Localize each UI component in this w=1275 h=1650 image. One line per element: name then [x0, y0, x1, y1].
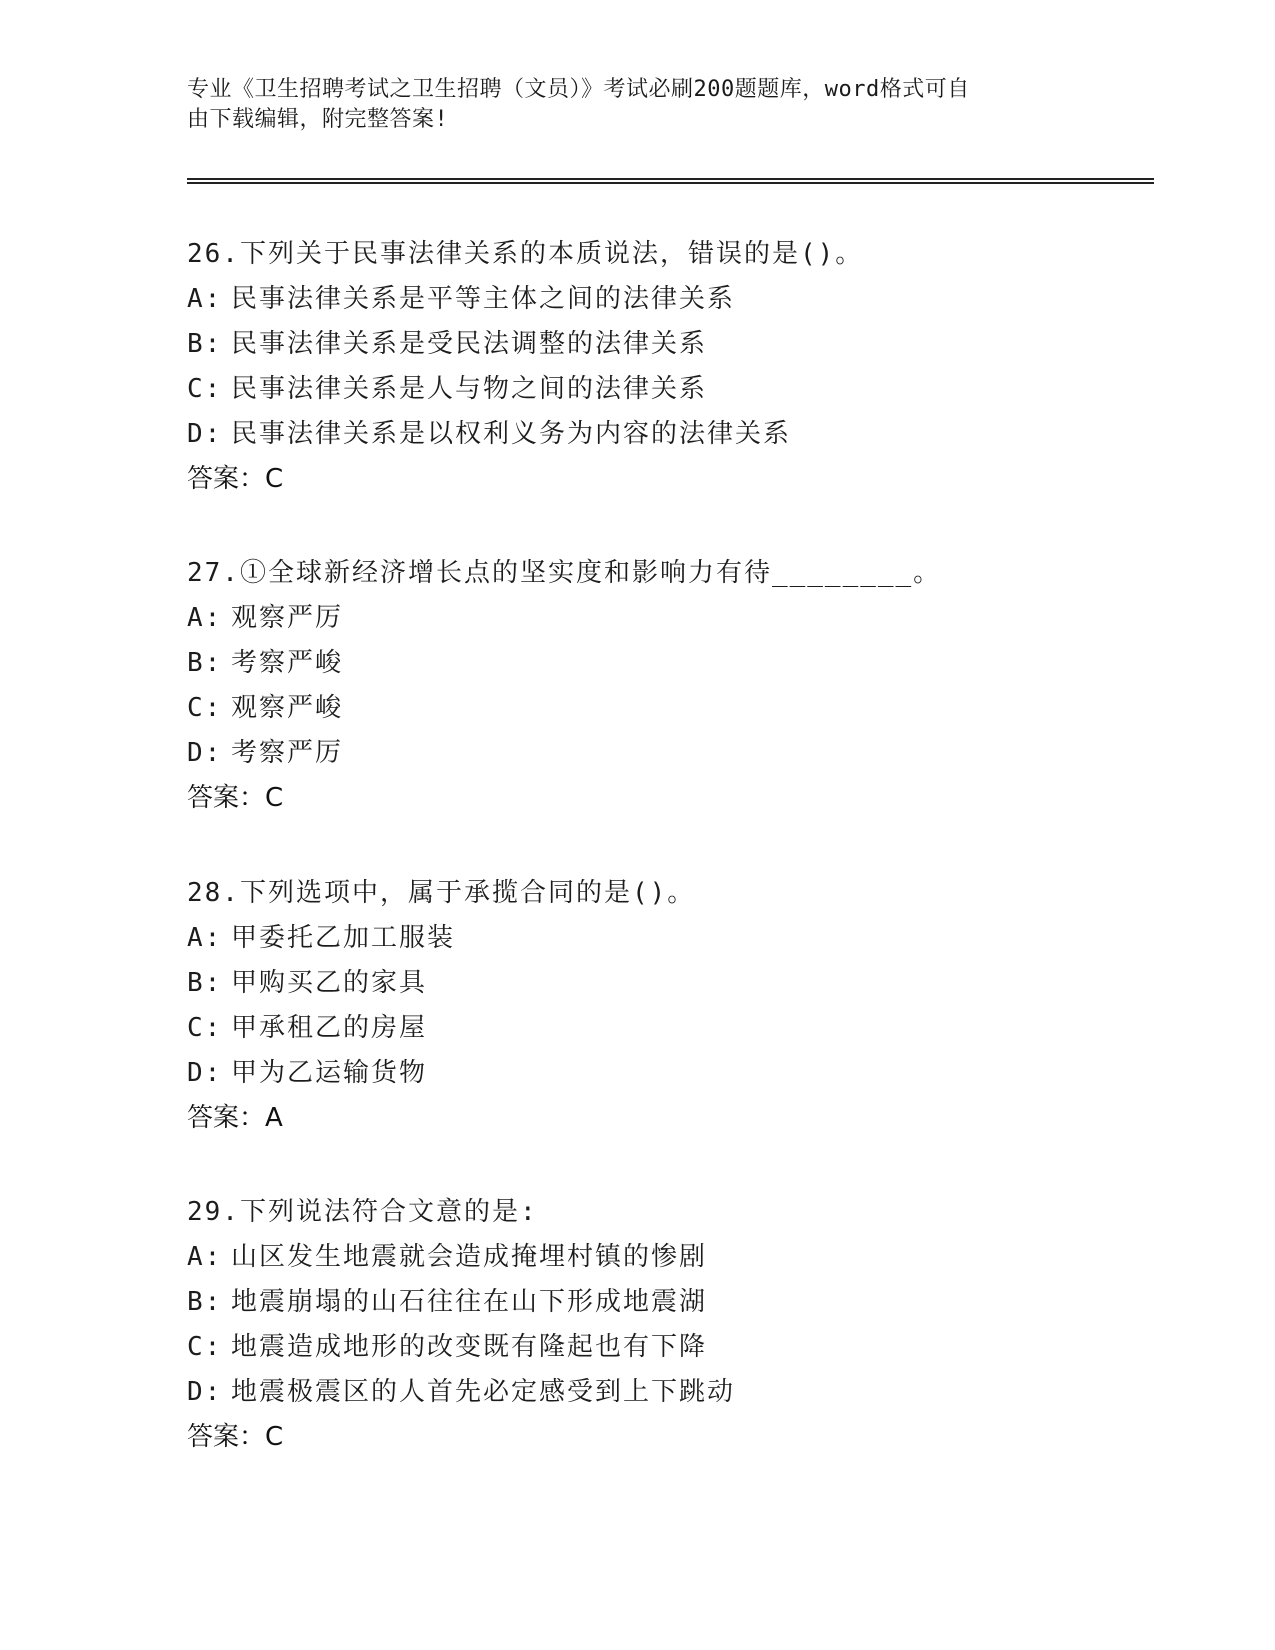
option-key: A: — [187, 923, 223, 953]
option-text: 甲承租乙的房屋 — [231, 1013, 428, 1043]
option-key: A: — [187, 1242, 223, 1272]
option-d — [187, 412, 1167, 457]
option-key: C: — [187, 693, 223, 723]
question-26 — [187, 232, 1167, 502]
option-text: 山区发生地震就会造成掩埋村镇的惨剧 — [231, 1242, 708, 1272]
option-c — [187, 686, 1167, 731]
question-27 — [187, 551, 1167, 821]
answer: 答案：C — [187, 1422, 284, 1452]
option-a — [187, 1235, 1167, 1280]
option-a — [187, 277, 1167, 322]
option-b — [187, 322, 1167, 367]
option-a — [187, 596, 1167, 641]
option-text: 甲购买乙的家具 — [231, 968, 428, 998]
header-divider-top — [187, 178, 1154, 180]
option-key: A: — [187, 603, 223, 633]
header-line-2: 由下载编辑，附完整答案! — [187, 107, 449, 132]
option-text: 地震造成地形的改变既有隆起也有下降 — [231, 1332, 708, 1362]
option-d — [187, 1051, 1167, 1096]
option-key: B: — [187, 648, 223, 678]
option-text: 甲委托乙加工服装 — [231, 923, 456, 953]
option-text: 民事法律关系是人与物之间的法律关系 — [231, 374, 708, 404]
option-d — [187, 1370, 1167, 1415]
option-text: 观察严厉 — [231, 603, 344, 633]
option-b — [187, 1280, 1167, 1325]
option-c — [187, 1325, 1167, 1370]
option-b — [187, 641, 1167, 686]
option-key: D: — [187, 1377, 223, 1407]
option-key: C: — [187, 1332, 223, 1362]
option-key: C: — [187, 1013, 223, 1043]
option-key: B: — [187, 1287, 223, 1317]
header-line-1: 专业《卫生招聘考试之卫生招聘（文员）》考试必刷200题题库，word格式可自 — [187, 77, 970, 102]
option-d — [187, 731, 1167, 776]
option-key: B: — [187, 968, 223, 998]
option-text: 民事法律关系是平等主体之间的法律关系 — [231, 284, 736, 314]
question-28 — [187, 871, 1167, 1141]
question-stem: 28.下列选项中，属于承揽合同的是()。 — [187, 878, 696, 908]
question-29 — [187, 1190, 1167, 1460]
option-key: B: — [187, 329, 223, 359]
option-text: 地震极震区的人首先必定感受到上下跳动 — [231, 1377, 736, 1407]
question-stem: 26.下列关于民事法律关系的本质说法，错误的是()。 — [187, 239, 864, 269]
option-text: 考察严厉 — [231, 738, 344, 768]
option-text: 民事法律关系是以权利义务为内容的法律关系 — [231, 419, 792, 449]
answer: 答案：C — [187, 464, 284, 494]
document-header — [187, 75, 1087, 135]
question-stem: 27.①全球新经济增长点的坚实度和影响力有待________。 — [187, 558, 942, 588]
option-c — [187, 1006, 1167, 1051]
option-key: D: — [187, 1058, 223, 1088]
question-stem: 29.下列说法符合文意的是: — [187, 1197, 538, 1227]
option-text: 观察严峻 — [231, 693, 344, 723]
option-b — [187, 961, 1167, 1006]
header-divider-bottom — [187, 182, 1154, 184]
answer: 答案：C — [187, 783, 284, 813]
option-text: 考察严峻 — [231, 648, 344, 678]
option-a — [187, 916, 1167, 961]
option-c — [187, 367, 1167, 412]
option-key: A: — [187, 284, 223, 314]
option-text: 民事法律关系是受民法调整的法律关系 — [231, 329, 708, 359]
option-key: D: — [187, 738, 223, 768]
option-key: C: — [187, 374, 223, 404]
option-text: 地震崩塌的山石往往在山下形成地震湖 — [231, 1287, 708, 1317]
option-text: 甲为乙运输货物 — [231, 1058, 428, 1088]
option-key: D: — [187, 419, 223, 449]
answer: 答案：A — [187, 1103, 283, 1133]
